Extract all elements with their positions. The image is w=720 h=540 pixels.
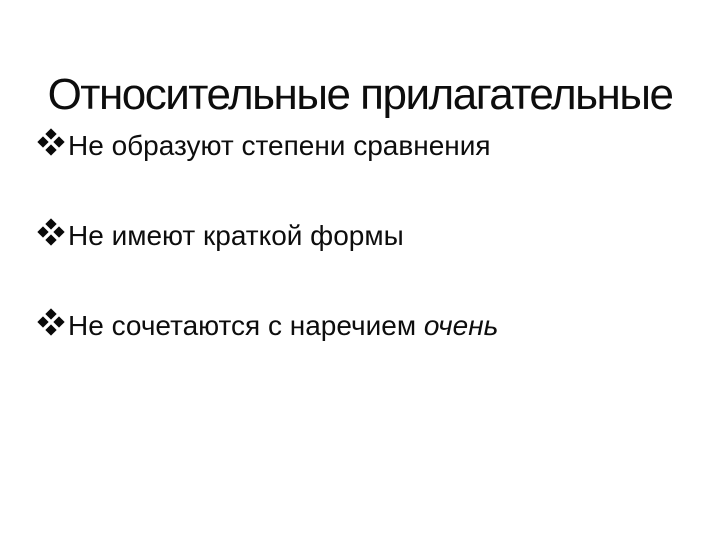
four-diamonds-bullet-icon (39, 220, 63, 244)
slide-title: Относительные прилагательные (47, 70, 673, 120)
bullet-text-normal: Не сочетаются с наречием (68, 310, 424, 341)
bullet-text (68, 219, 404, 253)
bullet-text (68, 309, 498, 343)
bullet-text-normal: Не образуют степени сравнения (68, 130, 491, 161)
bullet-text (68, 129, 491, 163)
bullet-item (39, 129, 700, 163)
bullet-text-italic: очень (423, 310, 499, 341)
bullet-text-normal: Не имеют краткой формы (68, 220, 404, 251)
four-diamonds-bullet-icon (39, 130, 63, 154)
bullet-list (39, 129, 700, 399)
four-diamonds-bullet-icon (39, 310, 63, 334)
bullet-item (39, 219, 700, 253)
bullet-item (39, 309, 700, 343)
